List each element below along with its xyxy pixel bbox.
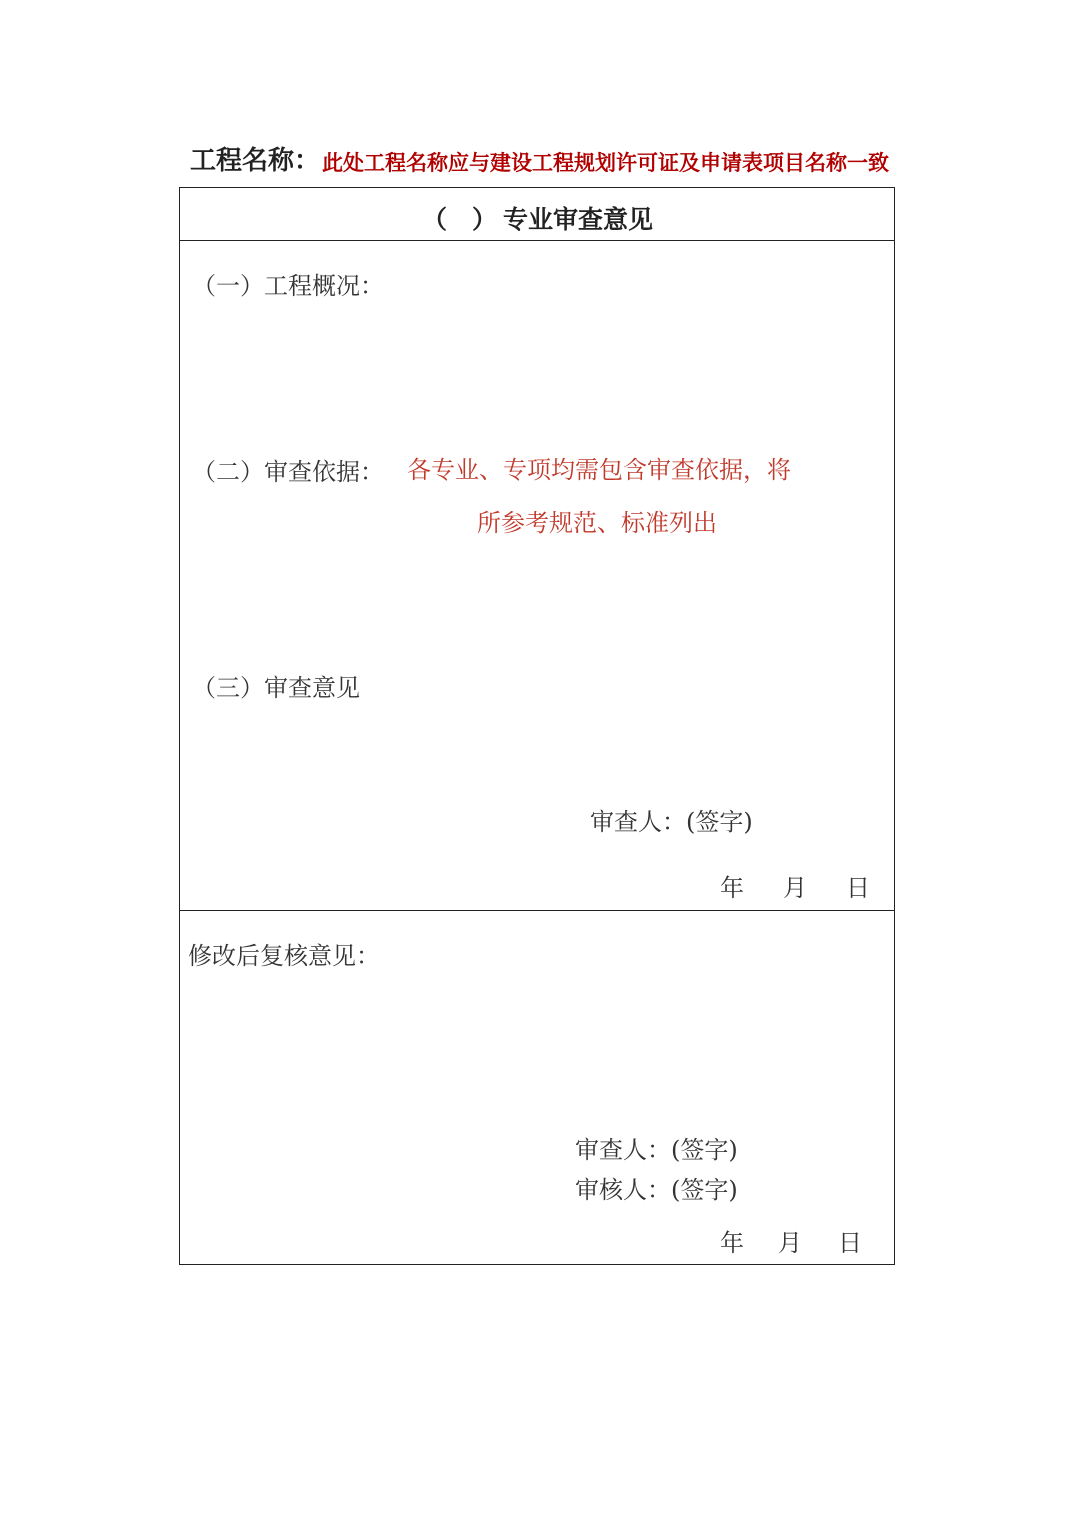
section-divider	[180, 910, 894, 911]
review-basis-note-line1: 各专业、专项均需包含审查依据，将	[407, 456, 791, 484]
review-form-table	[179, 187, 895, 1265]
section-review-opinion: （三）审查意见	[192, 674, 360, 702]
recheck-auditor-signature: 审核人：(签字)	[575, 1176, 738, 1204]
project-name-hint: 此处工程名称应与建设工程规划许可证及申请表项目名称一致	[322, 150, 889, 175]
section-project-overview: （一）工程概况：	[192, 272, 384, 300]
recheck-date-month: 月	[778, 1229, 802, 1257]
date-day: 日	[846, 874, 870, 902]
recheck-date-day: 日	[838, 1229, 862, 1257]
title-bracket-open: （	[422, 205, 448, 234]
project-name-label: 工程名称：	[190, 146, 321, 176]
recheck-reviewer-signature: 审查人：(签字)	[575, 1136, 738, 1164]
recheck-date-year: 年	[720, 1229, 744, 1257]
section-review-basis: （二）审查依据：	[192, 458, 384, 486]
recheck-opinion-label: 修改后复核意见：	[188, 942, 380, 970]
title-divider	[180, 240, 894, 241]
review-basis-note-line2: 所参考规范、标准列出	[477, 509, 717, 537]
date-month: 月	[783, 874, 807, 902]
title-suffix: 专业审查意见	[503, 205, 654, 234]
date-year: 年	[720, 874, 744, 902]
title-bracket-close: ）	[472, 205, 498, 234]
reviewer-signature: 审查人：(签字)	[590, 808, 753, 836]
